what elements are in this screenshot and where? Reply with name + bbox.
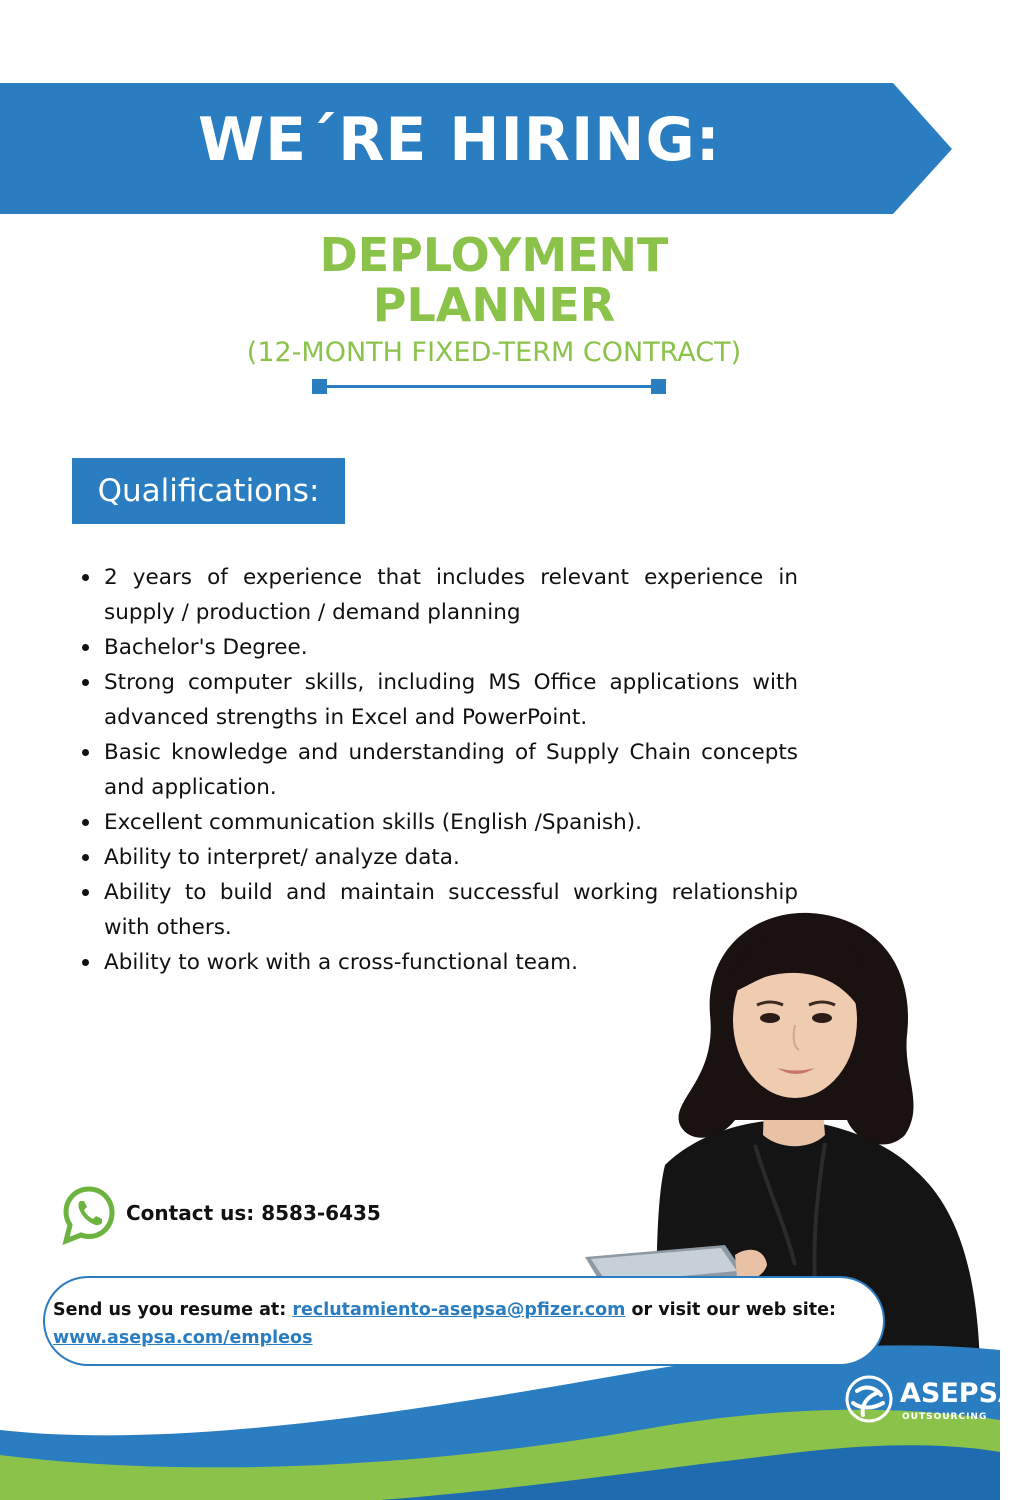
list-item: Strong computer skills, including MS Office applications with advanced strengths in Excel and PowerPoint. [104,665,798,735]
list-item: Basic knowledge and understanding of Supply Chain concepts and application. [104,735,798,805]
hiring-title: WE´RE HIRING: [198,105,721,175]
asepsa-logo-icon [843,1373,895,1425]
list-item: Excellent communication skills (English /Spanish). [104,805,798,840]
contract-type: (12-MONTH FIXED-TERM CONTRACT) [246,337,742,368]
job-title [0,230,988,330]
resume-text [53,1296,853,1352]
whatsapp-icon [63,1186,115,1244]
website-link[interactable]: www.asepsa.com/empleos [53,1328,313,1348]
email-link[interactable]: reclutamiento-asepsa@pfizer.com [292,1300,626,1320]
job-title-line-2: PLANNER [372,278,616,332]
list-item: Bachelor's Degree. [104,630,798,665]
logo-name: ASEPSA [900,1378,1019,1409]
resume-box [43,1276,885,1366]
resume-prefix: Send us you resume at: [53,1300,293,1320]
qualifications-heading: Qualifications: [72,458,345,524]
title-divider [312,377,668,395]
job-title-line-1: DEPLOYMENT [319,228,669,282]
list-item: Ability to work with a cross-functional team. [104,945,798,980]
contact-phone: Contact us: 8583-6435 [126,1201,381,1225]
list-item: 2 years of experience that includes relevant experience in supply / production / demand planning [104,560,798,630]
resume-middle: or visit our web site: [625,1300,836,1320]
logo-subtitle: OUTSOURCING [902,1412,988,1422]
list-item: Ability to interpret/ analyze data. [104,840,798,875]
list-item: Ability to build and maintain successful working relationship with others. [104,875,798,945]
